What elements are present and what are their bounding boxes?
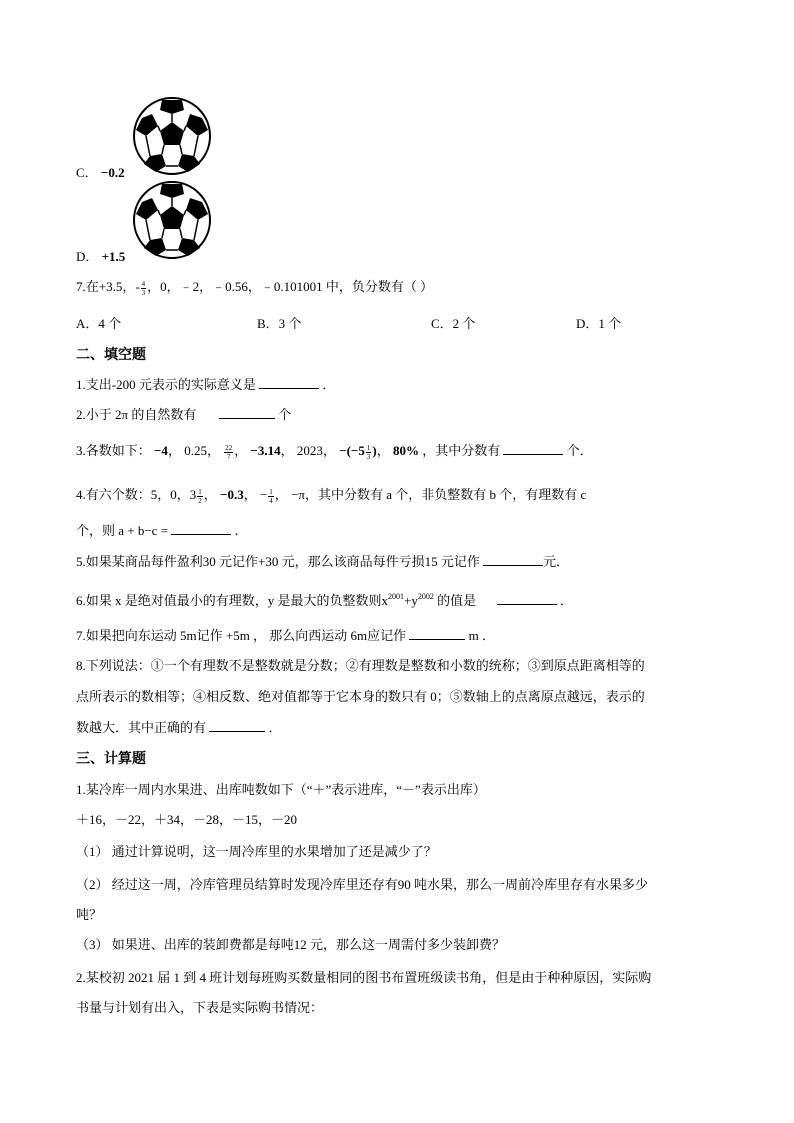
fraction-numerator: 22	[225, 443, 233, 452]
fill-q1-end: ．	[322, 377, 336, 392]
soccer-ball-image	[132, 180, 212, 260]
value: −4	[154, 443, 168, 458]
q7-option-c: C．2 个	[431, 316, 476, 331]
value: 2023	[296, 443, 323, 458]
fraction-denominator: 2	[198, 496, 202, 505]
fraction-numerator: 1	[269, 487, 273, 496]
fill-q3: 3.各数如下： −4， 0.25， $\frac{22}{7}$ ， −3.14， 2023， −(−5 $\frac{1}{3}$ )， 80% ，其中分数有 个．	[76, 443, 593, 461]
fraction-denominator: 4	[269, 496, 273, 505]
fill-q4-text-b: ，其中分数有 a 个，非负整数有 b 个，有理数有 c	[304, 487, 587, 502]
fraction	[141, 280, 147, 297]
fill-q1-text: 1.支出-200 元表示的实际意义是	[76, 377, 256, 392]
option-c	[76, 162, 125, 181]
exponent: 2002	[417, 592, 434, 601]
fill-q2	[76, 404, 291, 423]
soccer-ball-image	[132, 96, 212, 176]
q7-option-d: D．1 个	[576, 316, 622, 331]
fraction	[197, 488, 203, 505]
answer-blank	[209, 718, 265, 732]
fill-q6-text: 6.如果 x 是绝对值最小的有理数，y 是最大的负整数则x	[76, 593, 389, 608]
option-c-label: C．	[76, 165, 98, 180]
fill-q7-text: 7.如果把向东运动 5m记作 +5m ， 那么向西运动 6m应记作	[76, 628, 407, 643]
value: −(−5	[339, 443, 365, 458]
fill-q5-end: 元．	[543, 554, 570, 569]
answer-blank	[409, 626, 465, 640]
calc-q2-line1: 2.某校初 2021 届 1 到 4 班计划每班购买数量相同的图书布置班级读书角，但是由于种种原因，实际购	[76, 970, 652, 985]
value: 0.25	[184, 443, 207, 458]
fill-q8-line2: 点所表示的数相等；④相反数、绝对值都等于它本身的数只有 0；⑤数轴上的点离原点越远，表示的	[76, 689, 645, 704]
fill-q2-text: 2.小于 2π 的自然数有	[76, 407, 197, 422]
answer-blank	[483, 552, 543, 566]
mixed-number-integer: 3	[189, 487, 197, 502]
fraction	[224, 444, 233, 461]
q7-option-b: B．3 个	[257, 316, 302, 331]
q7-option-a: A．4 个	[76, 316, 122, 331]
fill-q4-end: ．	[234, 523, 248, 538]
fill-q8-end: ．	[268, 720, 282, 735]
fill-q6-end: ．	[559, 593, 573, 608]
calc-q1-part1: （1） 通过计算说明，这一周冷库里的水果增加了还是减少了？	[76, 844, 437, 859]
fraction-numerator: 4	[141, 279, 146, 288]
fraction-denominator: 7	[226, 452, 231, 461]
fill-q7	[76, 625, 495, 644]
value: −0.3	[220, 487, 244, 502]
fill-q8-line3	[76, 717, 282, 736]
fill-q5	[76, 551, 569, 570]
q7-text-a: 7.在+3.5，-	[76, 279, 140, 294]
answer-blank	[497, 591, 557, 605]
fill-q3-text-b: ，其中分数有	[422, 443, 501, 458]
answer-blank	[259, 375, 319, 389]
value: −3.14	[250, 443, 281, 458]
answer-blank	[171, 521, 231, 535]
calc-q1-stem: 1.某冷库一周内水果进、出库吨数如下（“＋”表示进库，“－”表示出库）	[76, 782, 486, 797]
answer-blank	[219, 405, 275, 419]
q7-text-b: ，0，﹣2，﹣0.56，﹣0.101001 中，负分数有（ ）	[147, 279, 434, 294]
calc-q2-line2: 书量与计划有出入，下表是实际购书情况：	[76, 1000, 324, 1015]
fill-q6	[76, 590, 573, 609]
value: 80%	[392, 443, 419, 458]
answer-blank	[503, 441, 563, 455]
calc-q1-part2-line1: （2） 经过这一周，冷库管理员结算时发现冷库里还存有90 吨水果，那么一周前冷库里存有水果多少	[76, 877, 649, 892]
value: )	[372, 443, 377, 458]
fill-q1	[76, 374, 335, 393]
fraction-numerator: 1	[198, 487, 202, 496]
fraction	[268, 488, 274, 505]
fill-q6-text-b: 的值是	[437, 593, 477, 608]
fill-q4-text: 4.有六个数：5，0，	[76, 487, 190, 502]
calc-q1-part2-line2: 吨？	[76, 907, 103, 922]
section-3-title: 三、计算题	[76, 752, 146, 767]
section-2-title: 二、填空题	[76, 348, 146, 363]
value: −π	[291, 487, 305, 502]
fraction-denominator: 3	[141, 288, 146, 297]
calc-q1-data: ＋16，－22，＋34，－28，－15，－20	[76, 812, 298, 827]
option-d-label: D．	[76, 249, 99, 264]
fraction-numerator: 1	[366, 443, 371, 452]
fill-q4-line2	[76, 520, 248, 539]
fill-q4-text-c: 个，则 a + b−c =	[76, 523, 169, 538]
fill-q4-line1: 4.有六个数：5，0，3 $\frac{1}{2}$ ， −0.3， − $\frac{1}{4}$ ， −π，其中分数有 a 个，非负整数有 b 个，有理数有 c	[76, 487, 587, 505]
fill-q6-mid: +y	[404, 593, 418, 608]
fill-q2-end: 个	[278, 407, 292, 422]
option-c-value: −0.2	[100, 165, 125, 180]
fill-q3-text: 3.各数如下：	[76, 443, 151, 458]
fraction	[366, 444, 372, 461]
option-d	[76, 246, 125, 265]
fraction-denominator: 3	[366, 452, 371, 461]
exponent: 2001	[388, 592, 405, 601]
fill-q5-text: 5.如果某商品每件盈利30 元记作+30 元，那么该商品每件亏损15 元记作	[76, 554, 480, 569]
fill-q3-end: 个．	[566, 443, 593, 458]
calc-q1-part3: （3） 如果进、出库的装卸费都是每吨12 元，那么这一周需付多少装卸费？	[76, 937, 506, 952]
fill-q7-end: m ．	[468, 628, 496, 643]
fill-q8-line1: 8.下列说法：①一个有理数不是整数就是分数；②有理数是整数和小数的统称；③到原点距离相等的	[76, 658, 645, 673]
fill-q8-text: 数越大．其中正确的有	[76, 720, 207, 735]
question-7-stem	[76, 276, 433, 297]
option-d-value: +1.5	[101, 249, 126, 264]
